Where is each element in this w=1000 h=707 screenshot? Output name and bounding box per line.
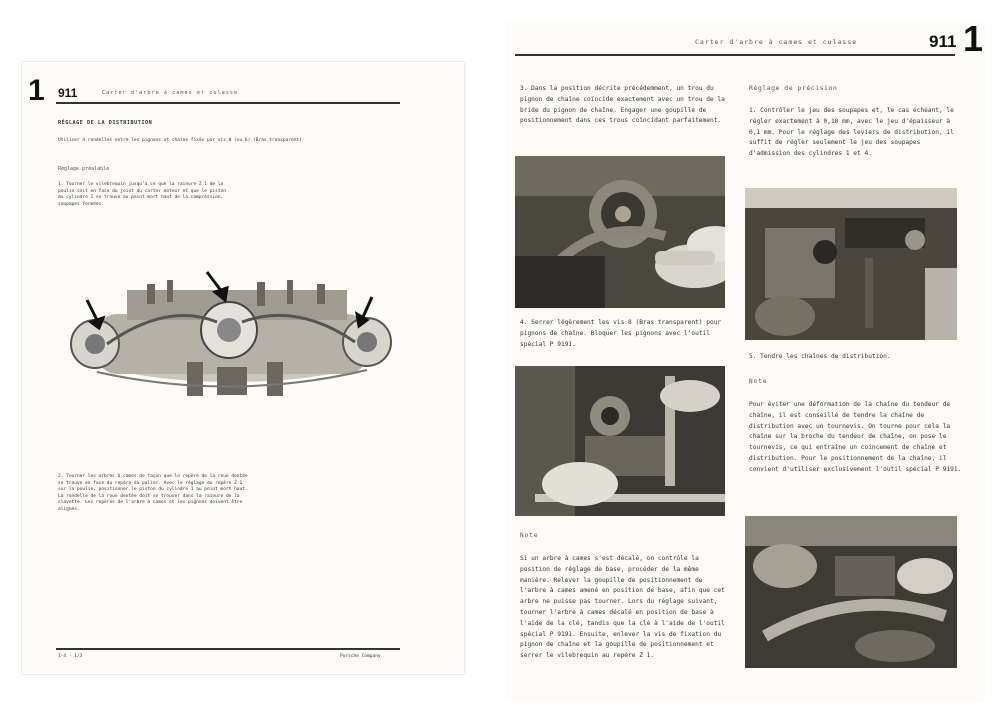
photo-chain-tensioner xyxy=(745,516,957,668)
photo-2-image xyxy=(515,366,725,516)
note2-body: Pour éviter une déformation de la chaîne du tendeur de chaîne, il est conseillé de tendre la chaîne de distribution avec un tournevis. On tourne pour cela la chaîne sur la broche du tendeur de chaîne, on pose le tournevis, ce qui entraîne un coincement de chaîne et distribution. Pour le positionnement de la chaîne, il convient d'utiliser exclusivement l'outil spécial P 9191. xyxy=(749,401,962,473)
footer-rule xyxy=(56,648,400,650)
chapter-number: 1 xyxy=(28,74,45,107)
footer-right: Porsche Company xyxy=(340,654,381,659)
photo-3-image xyxy=(745,188,957,340)
photo-1-image xyxy=(515,156,725,308)
section2-heading: Réglage de précision xyxy=(749,84,838,92)
step-1: 1. Tourner le vilebrequin jusqu'à ce que la rainure Z 1 de la poulie soit en face du joint du carter moteur et que le piston du cylindre 1 se trouve au point mort haut de la compression, soupapes fermées. xyxy=(58,182,226,207)
chapter-number: 1 xyxy=(963,18,984,59)
step-3: 3. Dans la position décrite précédemment, un trou du pignon de chaîne coïncide exactement avec un trou de la bride du pignon de chaîne. Engager une goupille de positionnement dans ces trous coïncidant parfaitement. xyxy=(520,85,725,125)
photo-locking-sprocket xyxy=(515,366,725,516)
header-rule xyxy=(56,102,400,104)
step-4: 4. Serrer légèrement les vis 8 (Bras transparent) pour pignons de chaîne. Bloquer les pignons avec l'outil spécial P 9191. xyxy=(520,319,722,348)
note-body: Si un arbre à cames s'est décalé, on contrôle la position de réglage de base, procéder de la même manière. Relever la goupille de positionnement de l'arbre à cames amené en position de base, afin que cet arbre ne puisse pas tourner. Lors du réglage suivant, tourner l'arbre à cames décalé en position de base à l'aide de la clé, tandis que la clé à l'aide de l'outil spécial P 9191. Ensuite, enlever la vis de fixation du pignon de chaîne et la goupille de positionnement et serrer le vilebrequin au repère Z 1. xyxy=(520,555,725,660)
photo-camshaft-sprocket xyxy=(515,156,725,308)
left-page xyxy=(22,62,464,674)
section-title: RÉGLAGE DE LA DISTRIBUTION xyxy=(58,120,153,126)
model-label: 911 xyxy=(58,86,78,100)
intro-text: Utiliser 4 rondelles entre les pignons et chaîne fixés par vis 8 (ou 6) (Bras transparent) xyxy=(58,138,302,143)
note2-heading: Note xyxy=(749,378,768,385)
page-header: Carter d'arbre à cames et culasse xyxy=(102,90,239,96)
page-header: Carter d'arbre à cames et culasse xyxy=(695,38,858,46)
footer-left: 1-4 · 1/3 xyxy=(58,654,83,659)
step-5: 5. Tendre les chaînes de distribution. xyxy=(749,353,891,360)
model-label: 911 xyxy=(929,32,957,51)
photo-4-image xyxy=(745,516,957,668)
note-heading: Note xyxy=(520,532,539,539)
subsection-heading: Réglage préalable xyxy=(58,166,110,172)
photo-valve-adjust xyxy=(745,188,957,340)
header-rule xyxy=(515,54,955,56)
step-1b: 1. Contrôler le jeu des soupapes et, le cas échéant, le régler exactement à 0,10 mm, avec le jeu d'épaisseur à 0,1 mm. Pour le réglage des leviers de distribution, il suffit de régler seulement le jeu des soupapes d'admission des cylindres 1 et 4. xyxy=(749,107,954,158)
right-page xyxy=(505,18,985,702)
engine-illustration xyxy=(67,262,397,422)
step-2: 2. Tourner les arbres à cames de façon que le repère de la roue dentée se trouve en face du repère du palier. Avec le réglage du repère Z 1 sur la poulie, positionner le piston du cylindre 1 au point mort haut. La rondelle de la roue dentée doit se trouver dans la rainure de la clavette. Les repères de l'arbre à cames et les pignons doivent être alignés. xyxy=(58,474,248,512)
engine-drawing xyxy=(67,262,397,422)
